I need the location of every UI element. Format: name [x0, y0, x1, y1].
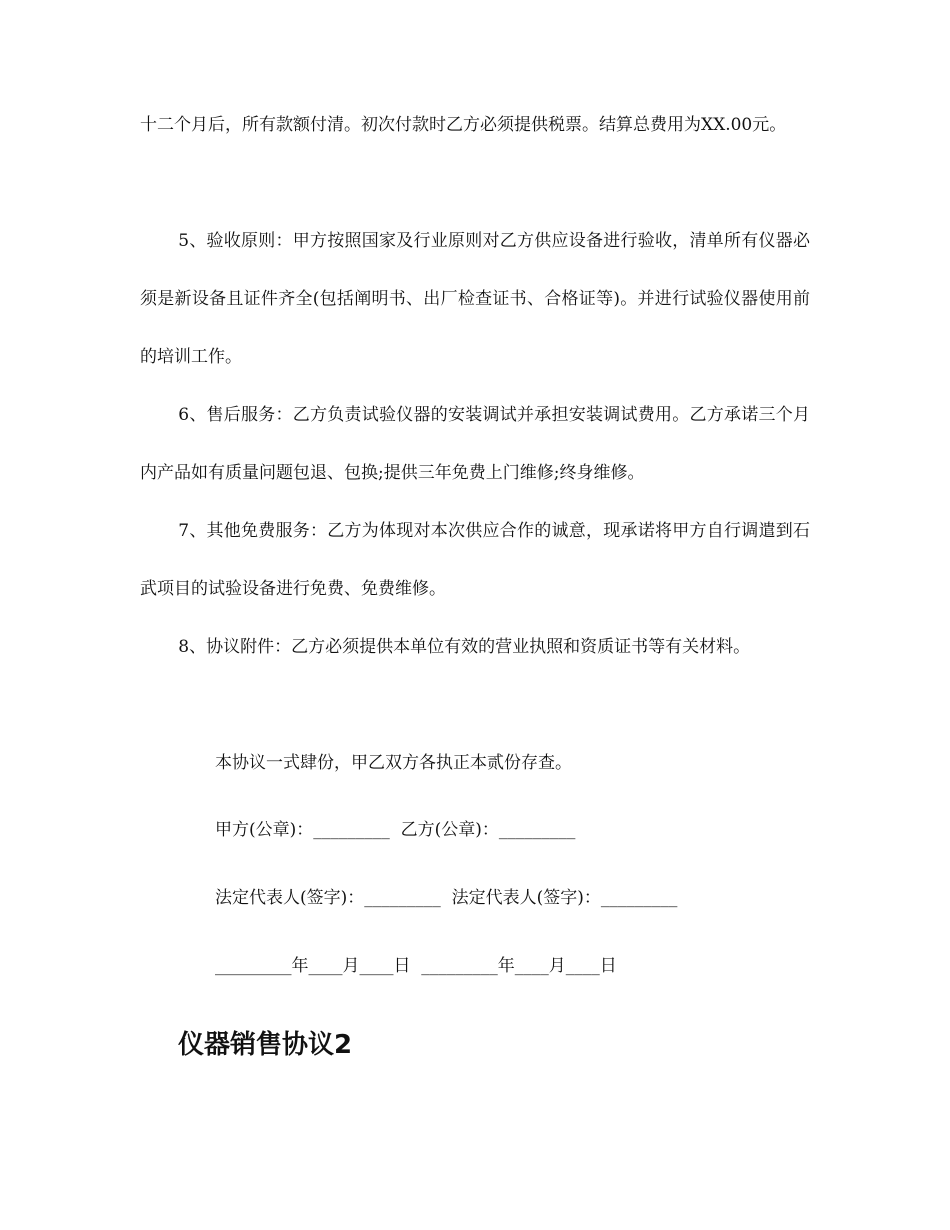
paragraph-acceptance: 5、验收原则：甲方按照国家及行业原则对乙方供应设备进行验收，清单所有仪器必须是新设备且证件齐全(包括阐明书、出厂检查证书、合格证等)。并进行试验仪器使用前的培训工作。	[140, 231, 810, 367]
paragraph-attachments: 8、协议附件：乙方必须提供本单位有效的营业执照和资质证书等有关材料。	[178, 637, 751, 657]
copies-note: 本协议一式肆份，甲乙双方各执正本贰份存查。	[215, 753, 572, 773]
seal-line: 甲方(公章)：_________ 乙方(公章)：_________	[215, 820, 576, 840]
paragraph-after-sales: 6、售后服务：乙方负责试验仪器的安装调试并承担安装调试费用。乙方承诺三个月内产品如有质量问题包退、包换;提供三年免费上门维修;终身维修。	[140, 405, 810, 483]
representative-line: 法定代表人(签字)：_________ 法定代表人(签字)：_________	[215, 888, 678, 908]
date-line: _________年____月____日 _________年____月____日	[215, 956, 617, 976]
paragraph-payment: 十二个月后，所有款额付清。初次付款时乙方必须提供税票。结算总费用为XX.00元。	[140, 115, 787, 135]
paragraph-free-services: 7、其他免费服务：乙方为体现对本次供应合作的诚意，现承诺将甲方自行调遣到石武项目的试验设备进行免费、免费维修。	[140, 521, 810, 599]
next-agreement-title: 仪器销售协议2	[178, 1030, 353, 1060]
